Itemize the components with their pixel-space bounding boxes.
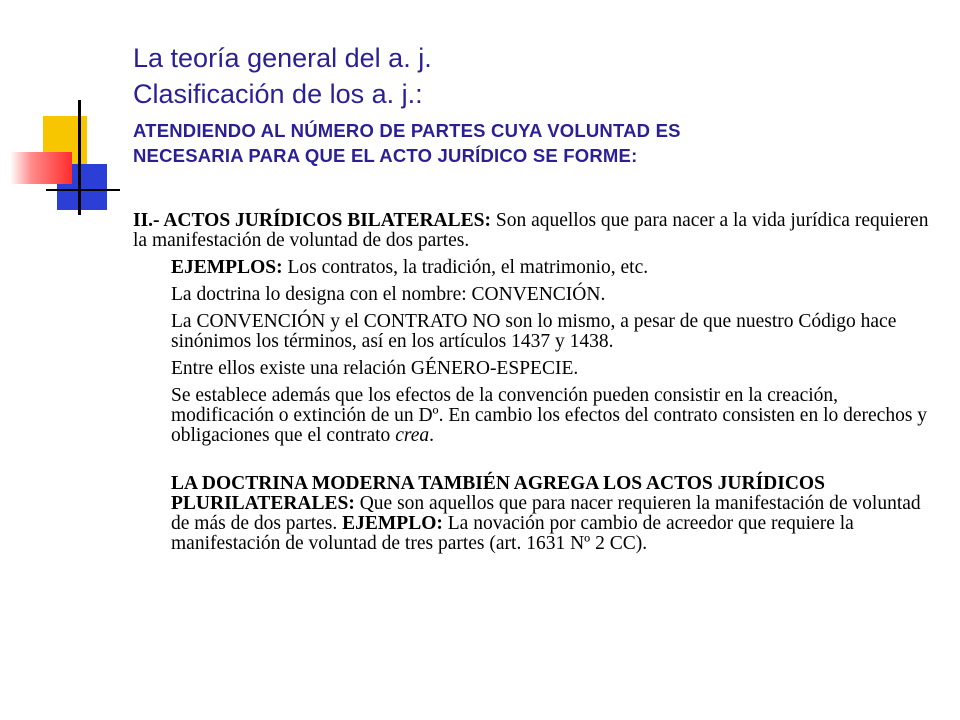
paragraph-bilaterales	[133, 211, 933, 251]
logo-vertical-line	[78, 100, 81, 215]
bilaterales-definition: Son aquellos que para nacer a la vida jurídica requieren la manifestación de voluntad de dos partes.	[133, 210, 929, 251]
plurilaterales-ejemplo-text: La novación por cambio de acreedor que requiere la manifestación de voluntad de tres partes (art. 1631 Nº 2 CC).	[171, 513, 854, 554]
subheading-line-1: ATENDIENDO AL NÚMERO DE PARTES CUYA VOLUNTAD ES	[133, 120, 681, 141]
title-line-1: La teoría general del a. j.	[133, 43, 432, 73]
efectos-italic-word: crea	[395, 425, 430, 446]
plurilaterales-definition: Que son aquellos que para nacer requieren la manifestación de voluntad de más de dos partes.	[171, 493, 921, 534]
paragraph-efectos	[133, 386, 933, 446]
plurilaterales-ejemplo-label: EJEMPLO:	[342, 513, 443, 534]
logo-red-bar	[10, 152, 72, 184]
paragraph-plurilaterales	[133, 474, 933, 554]
paragraph-doctrina: La doctrina lo designa con el nombre: CONVENCIÓN.	[171, 284, 606, 305]
bilaterales-heading: II.- ACTOS JURÍDICOS BILATERALES:	[133, 210, 491, 231]
title-subheading	[133, 118, 933, 168]
paragraph-genero-especie: Entre ellos existe una relación GÉNERO-ESPECIE.	[171, 358, 579, 379]
subheading-line-2: NECESARIA PARA QUE EL ACTO JURÍDICO SE FORME:	[133, 145, 638, 166]
efectos-end: .	[429, 425, 434, 446]
slide-body	[133, 211, 933, 554]
decorative-logo-icon	[10, 100, 120, 215]
title-line-2: Clasificación de los a. j.:	[133, 79, 423, 109]
ejemplos-text: Los contratos, la tradición, el matrimonio, etc.	[282, 257, 649, 278]
paragraph-ejemplos	[133, 258, 933, 278]
paragraph-convencion-contrato: La CONVENCIÓN y el CONTRATO NO son lo mismo, a pesar de que nuestro Código hace sinónimos los términos, así en los artículos 1437 y 1438.	[171, 311, 897, 352]
plurilaterales-heading: LA DOCTRINA MODERNA TAMBIÉN AGREGA LOS ACTOS JURÍDICOS PLURILATERALES:	[171, 473, 825, 514]
slide-title	[133, 40, 933, 168]
efectos-text: Se establece además que los efectos de la convención pueden consistir en la creación, modificación o extinción de un Dº. En cambio los efectos del contrato consisten en lo derechos y obligaciones que el contrato	[171, 385, 928, 446]
logo-horizontal-line	[46, 189, 120, 191]
ejemplos-label: EJEMPLOS:	[171, 257, 283, 278]
